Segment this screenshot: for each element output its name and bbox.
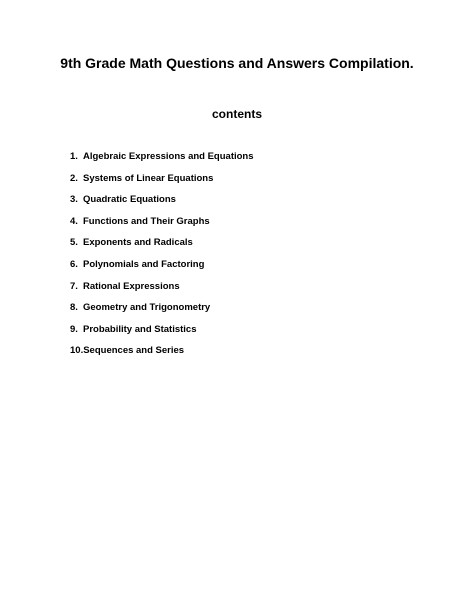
toc-item-number: 6. (70, 258, 78, 270)
toc-item-label: Algebraic Expressions and Equations (83, 151, 254, 162)
toc-item-label: Functions and Their Graphs (83, 215, 210, 227)
document-title: 9th Grade Math Questions and Answers Compilation. (60, 55, 414, 71)
toc-item (70, 216, 254, 228)
toc-item-number: 1. (70, 151, 78, 162)
toc-item-label: Exponents and Radicals (83, 237, 193, 249)
toc-item-number: 2. (70, 172, 78, 184)
toc-item-number: 10. (70, 345, 84, 357)
toc-item (70, 302, 254, 314)
toc-item-label: Probability and Statistics (83, 323, 197, 335)
toc-item (70, 173, 254, 185)
toc-item-label: Rational Expressions (83, 280, 180, 292)
toc-item-label: Quadratic Equations (83, 194, 176, 206)
toc-item-label: Polynomials and Factoring (83, 258, 205, 270)
table-of-contents (70, 151, 254, 367)
toc-item-label: Systems of Linear Equations (83, 172, 214, 184)
toc-item-number: 7. (70, 280, 78, 292)
toc-item (70, 194, 254, 206)
toc-item-number: 5. (70, 237, 78, 249)
toc-item (70, 237, 254, 249)
toc-item (70, 324, 254, 336)
toc-item-label: Geometry and Trigonometry (83, 302, 211, 314)
contents-heading: contents (211, 107, 262, 121)
toc-item-number: 3. (70, 194, 78, 206)
toc-item (70, 259, 254, 271)
toc-item-number: 8. (70, 302, 78, 314)
toc-item (70, 281, 254, 293)
toc-item-number: 4. (70, 215, 78, 227)
toc-item-label: Sequences and Series (83, 345, 185, 357)
toc-item-number: 9. (70, 323, 78, 335)
toc-item (70, 151, 254, 163)
toc-item (70, 345, 254, 357)
